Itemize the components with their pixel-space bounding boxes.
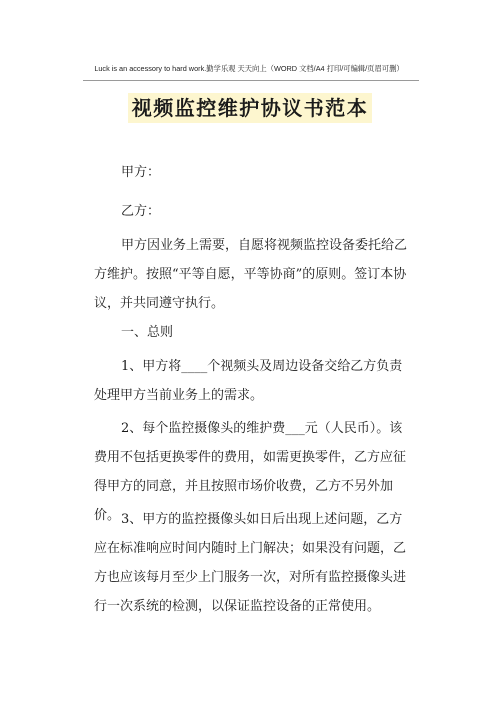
intro-paragraph: 甲方因业务上需要，自愿将视频监控设备委托给乙方维护。按照“平等自愿，平等协商”的原则。签订本协议，并共同遵守执行。 [94,238,408,311]
party-a-line: 甲方： [121,165,161,180]
party-b-line: 乙方： [121,204,161,219]
clause-3: 3、甲方的监控摄像头如日后出现上述问题，乙方应在标准响应时间内随时上门解决；如果没有问题，乙方也应该每月至少上门服务一次，对所有监控摄像头进行一次系统的检测，以保证监控设备的正常使用。 [94,512,407,614]
clause-1: 1、甲方将____个视频头及周边设备交给乙方负责处理甲方当前业务上的需求。 [94,359,403,403]
document-title-wrapper [0,93,500,123]
section-heading-general: 一、总则 [121,325,174,340]
clause-2: 2、每个监控摄像头的维护费___元（人民币）。该费用不包括更换零件的费用，如需更换零件，乙方应征得甲方的同意，并且按照市场价收费，乙方不另外加价。 [94,421,407,523]
document-title: 视频监控维护协议书范本 [128,93,373,123]
page-header-text: Luck is an accessory to hard work.勤学乐观 天天向上（WORD 文档/A4 打印/可编辑/页眉可删） [94,64,404,73]
header-divider [83,80,419,81]
